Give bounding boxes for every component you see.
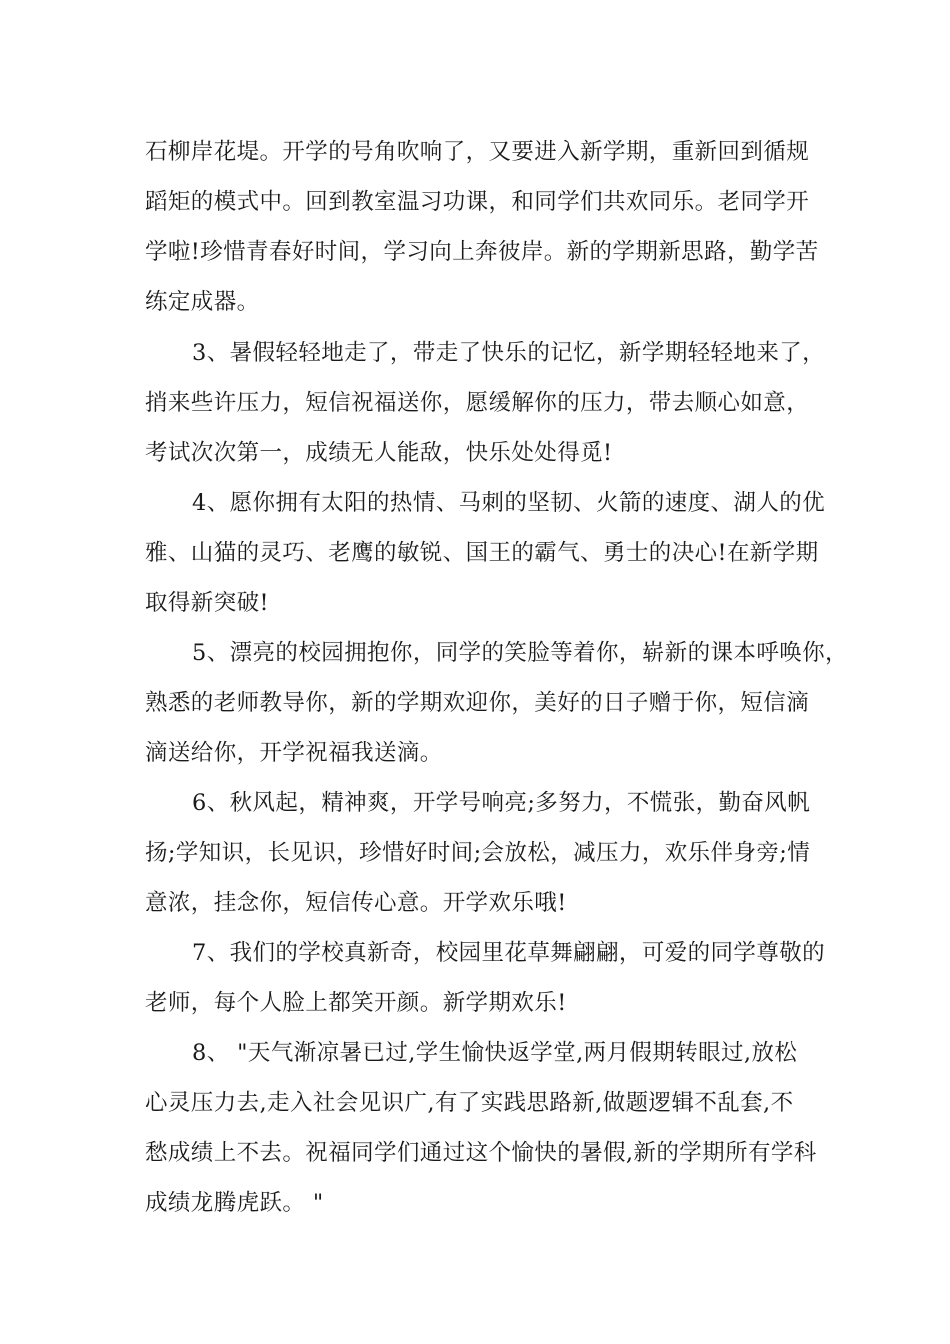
list-item-8-line: 8、 "天气渐凉暑已过,学生愉快返学堂,两月假期转眼过,放松	[192, 1040, 798, 1066]
text-line: 愁成绩上不去。祝福同学们通过这个愉快的暑假,新的学期所有学科	[145, 1140, 817, 1166]
text-line: 蹈矩的模式中。回到教室温习功课，和同学们共欢同乐。老同学开	[145, 189, 810, 215]
text-line: 石柳岸花堤。开学的号角吹响了，又要进入新学期，重新回到循规	[145, 139, 810, 165]
text-line: 考试次次第一，成绩无人能敌，快乐处处得觅!	[145, 440, 613, 466]
text-line: 意浓，挂念你，短信传心意。开学欢乐哦!	[145, 890, 567, 916]
list-item-5-line: 5、漂亮的校园拥抱你，同学的笑脸等着你，崭新的课本呼唤你，	[192, 640, 848, 666]
text-line: 取得新突破!	[145, 590, 269, 616]
text-line: 雅、山猫的灵巧、老鹰的敏锐、国王的霸气、勇士的决心!在新学期	[145, 540, 819, 566]
text-line: 熟悉的老师教导你，新的学期欢迎你，美好的日子赠于你，短信滴	[145, 690, 810, 716]
text-line: 心灵压力去,走入社会见识广,有了实践思路新,做题逻辑不乱套,不	[145, 1090, 794, 1116]
text-line: 成绩龙腾虎跃。 "	[145, 1190, 324, 1216]
list-item-6-line: 6、秋风起，精神爽，开学号响亮;多努力，不慌张，勤奋风帆	[192, 790, 811, 816]
list-item-7-line: 7、我们的学校真新奇，校园里花草舞翩翩，可爱的同学尊敬的	[192, 940, 826, 966]
text-line: 老师，每个人脸上都笑开颜。新学期欢乐!	[145, 990, 567, 1016]
text-line: 扬;学知识，长见识，珍惜好时间;会放松，减压力，欢乐伴身旁;情	[145, 840, 811, 866]
text-line: 学啦!珍惜青春好时间，学习向上奔彼岸。新的学期新思路，勤学苦	[145, 239, 819, 265]
text-line: 滴送给你，开学祝福我送滴。	[145, 740, 443, 766]
text-line: 捎来些许压力，短信祝福送你，愿缓解你的压力，带去顺心如意，	[145, 390, 810, 416]
list-item-4-line: 4、愿你拥有太阳的热情、马刺的坚韧、火箭的速度、湖人的优	[192, 490, 826, 516]
list-item-3-line: 3、暑假轻轻地走了，带走了快乐的记忆，新学期轻轻地来了，	[192, 340, 826, 366]
text-line: 练定成器。	[145, 289, 260, 315]
